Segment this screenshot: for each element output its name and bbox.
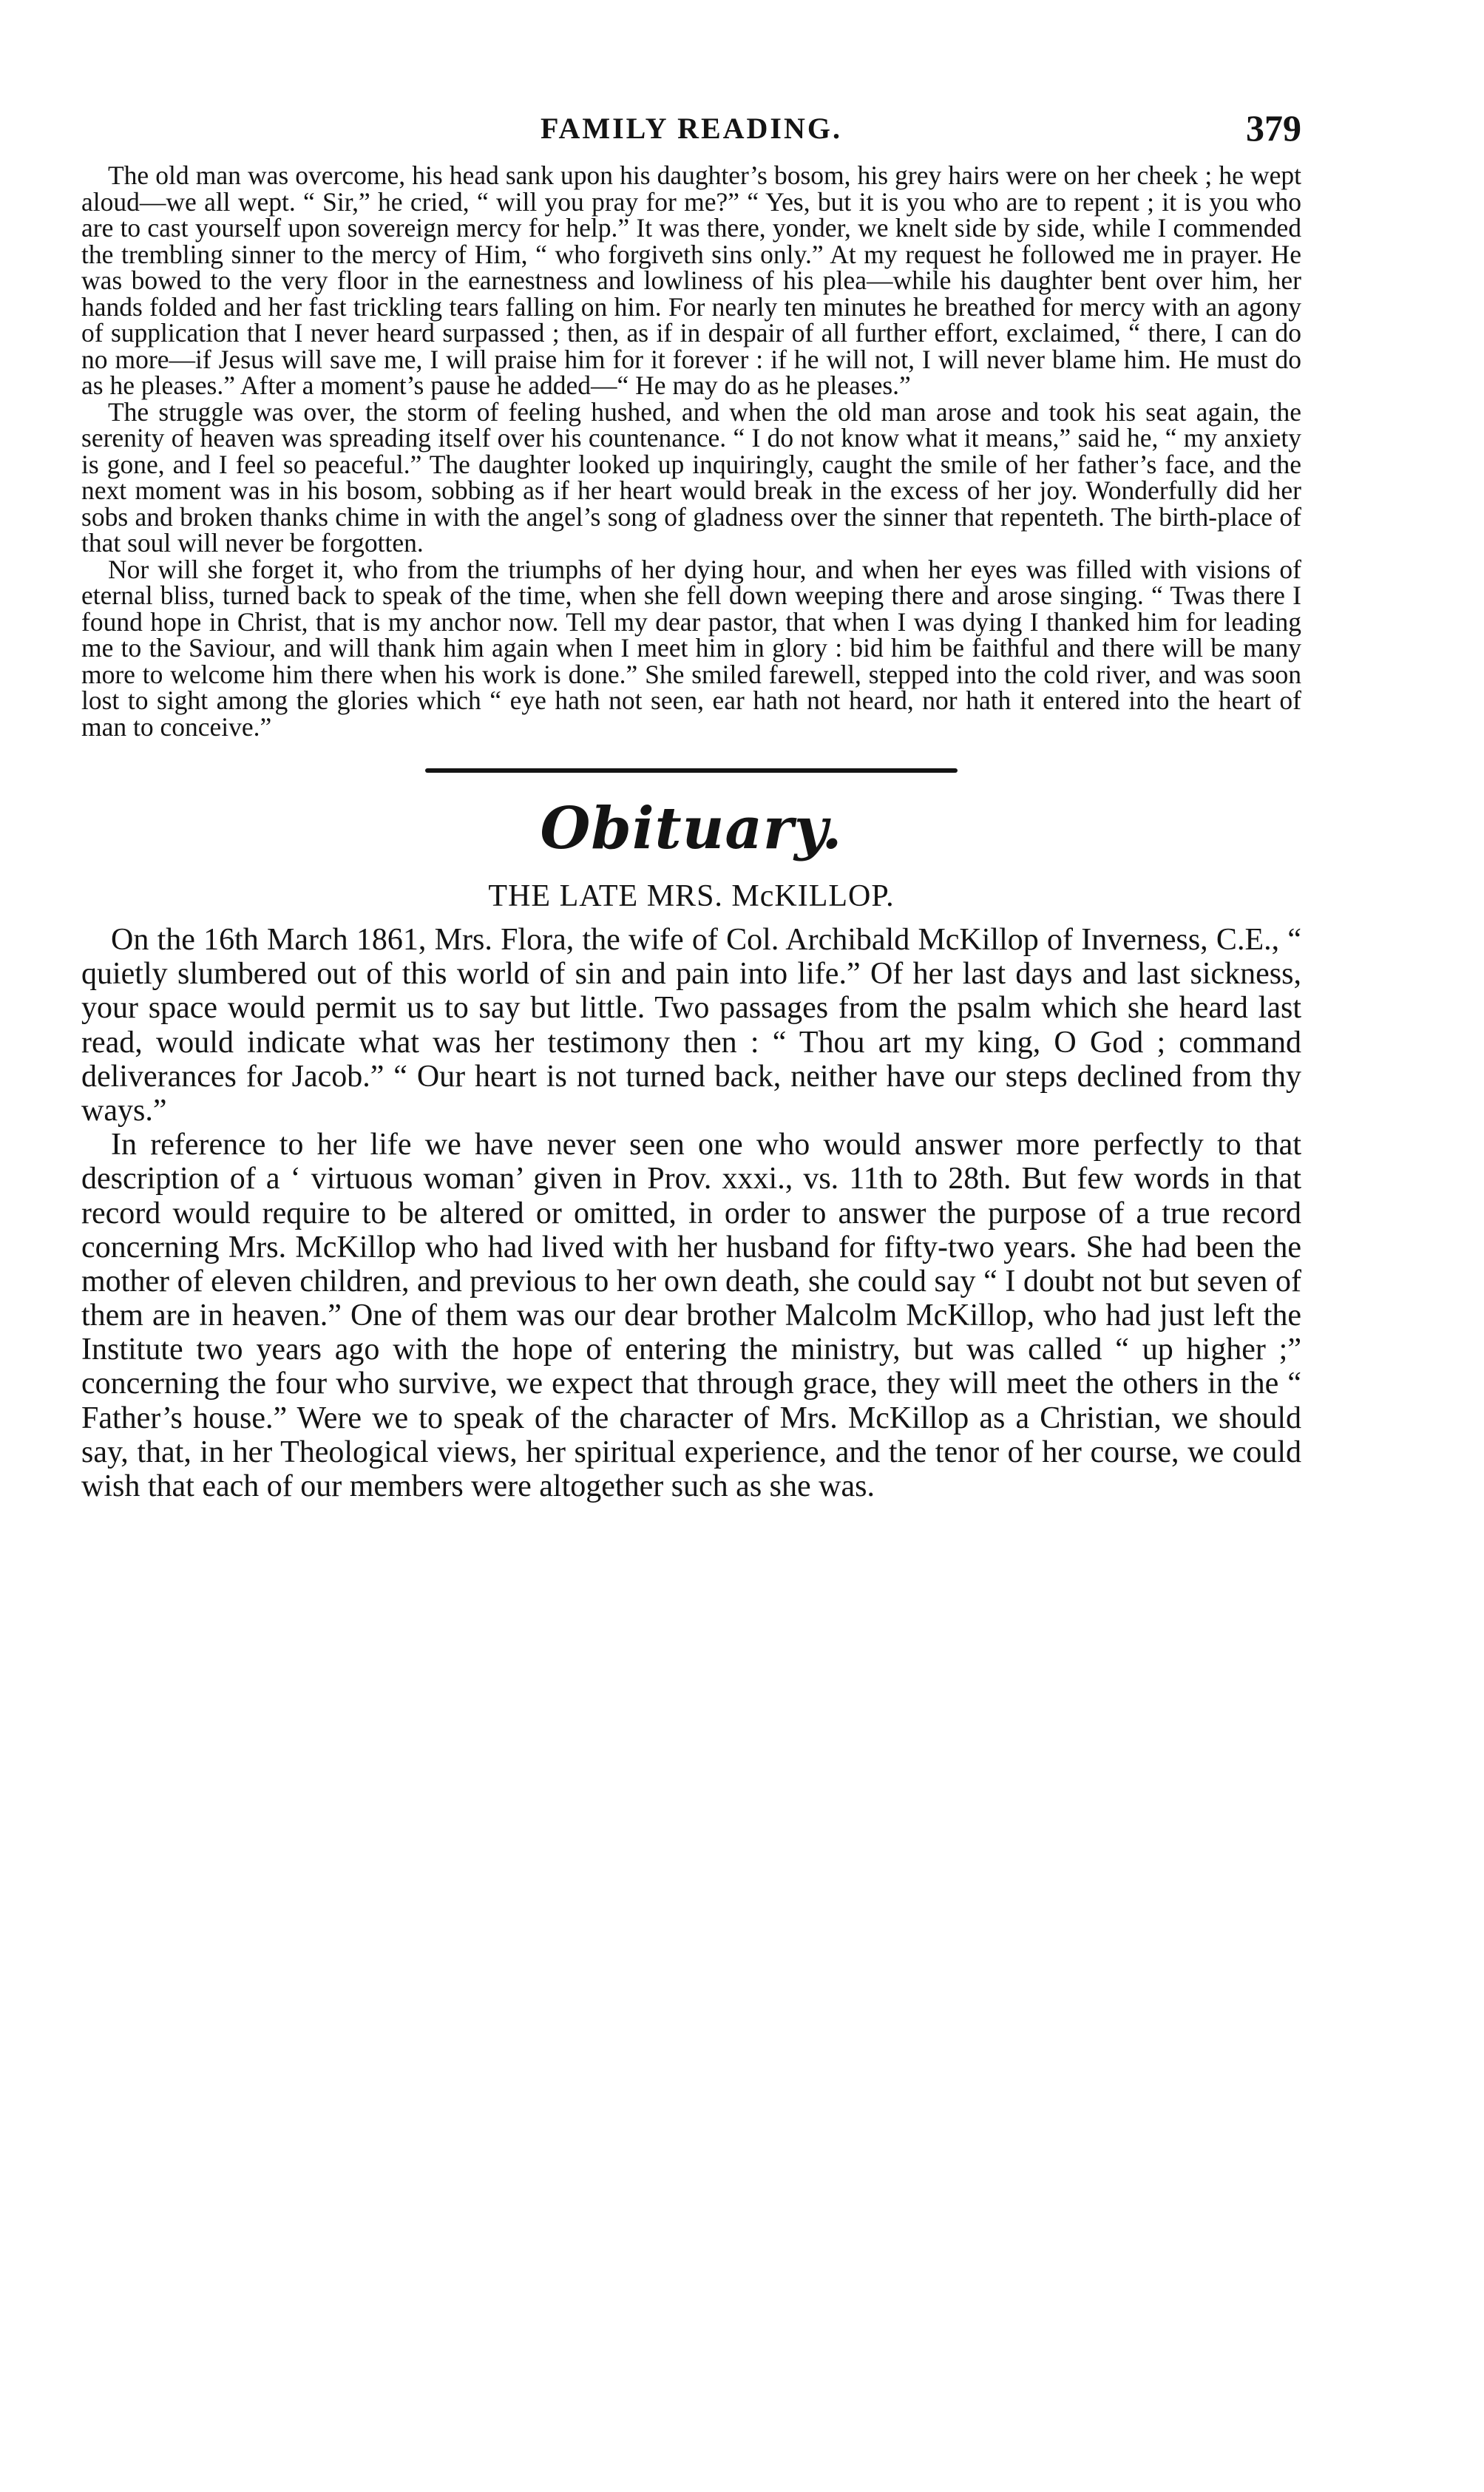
page-header [81, 107, 1301, 163]
page-number: 379 [1246, 107, 1301, 149]
section-divider [425, 768, 958, 773]
obituary-title: THE LATE MRS. McKILLOP. [488, 879, 895, 913]
narrative-paragraph-3: Nor will she forget it, who from the triumphs of her dying hour, and when her eyes was filled with visions of eternal bliss, turned back to speak of the time, when she fell down weeping there and arose singing. “ Twas there I found hope in Christ, that is my anchor now. Tell my dear pastor, that when I was dying I thanked him for leading me to the Saviour, and will thank him again when I meet him in glory : bid him be faithful and there will be many more to welcome him there when his work is done.” She smiled farewell, stepped into the cold river, and was soon lost to sight among the glories which “ eye hath not seen, ear hath not heard, nor hath it entered into the heart of man to conceive.” [81, 554, 1301, 742]
obituary-heading: Obituary. [540, 795, 843, 862]
page [81, 107, 1301, 1503]
obituary-body [81, 923, 1301, 1503]
narrative-section [81, 160, 1301, 742]
narrative-paragraph-1: The old man was overcome, his head sank upon his daughter’s bosom, his grey hairs were on her cheek ; he wept aloud—we all wept. “ Sir,” he cried, “ will you pray for me?” “ Yes, but it is you who are to repent ; it is you who are to cast yourself upon sovereign mercy for help.” It was there, yonder, we knelt side by side, while I commended the trembling sinner to the mercy of Him, “ who forgiveth sins only.” At my request he followed me in prayer. He was bowed to the very floor in the earnestness and lowliness of his plea—while his daughter bent over him, her hands folded and her fast trickling tears falling on him. For nearly ten minutes he breathed for mercy with an agony of supplication that I never heard surpassed ; then, as if in despair of all further effort, exclaimed, “ there, I can do no more—if Jesus will save me, I will praise him for it forever : if he will not, I will never blame him. He must do as he pleases.” After a moment’s pause he added—“ He may do as he pleases.” [81, 160, 1301, 400]
obituary-paragraph-2: In reference to her life we have never seen one who would answer more perfectly to that description of a ‘ virtuous woman’ given in Prov. xxxi., vs. 11th to 28th. But few words in that record would require to be altered or omitted, in order to answer the purpose of a true record concerning Mrs. McKillop who had lived with her husband for fifty-two years. She had been the mother of eleven children, and previous to her own death, she could say “ I doubt not but seven of them are in heaven.” One of them was our dear brother Malcolm McKillop, who had just left the Institute two years ago with the hope of entering the ministry, but was called “ up higher ;” concerning the four who survive, we expect that through grace, they will meet the others in the “ Father’s house.” Were we to speak of the character of Mrs. McKillop as a Christian, we should say, that, in her Theological views, her spiritual experience, and the tenor of her course, we could wish that each of our members were altogether such as she was. [81, 1128, 1301, 1503]
obituary-paragraph-1: On the 16th March 1861, Mrs. Flora, the wife of Col. Archibald McKillop of Inverness, C.E., “ quietly slumbered out of this world of sin and pain into life.” Of her last days and last sickness, your space would permit us to say but little. Two passages from the psalm which she heard last read, would indicate what was her testimony then : “ Thou art my king, O God ; command deliverances for Jacob.” “ Our heart is not turned back, neither have our steps declined from thy ways.” [81, 923, 1301, 1128]
narrative-paragraph-2: The struggle was over, the storm of feeling hushed, and when the old man arose and took his seat again, the serenity of heaven was spreading itself over his countenance. “ I do not know what it means,” said he, “ my anxiety is gone, and I feel so peaceful.” The daughter looked up inquiringly, caught the smile of her father’s face, and the next moment was in his bosom, sobbing as if her heart would break in the excess of her joy. Wonderfully did her sobs and broken thanks chime in with the angel’s song of gladness over the sinner that repenteth. The birth-place of that soul will never be forgotten. [81, 396, 1301, 558]
running-title: FAMILY READING. [541, 112, 842, 145]
